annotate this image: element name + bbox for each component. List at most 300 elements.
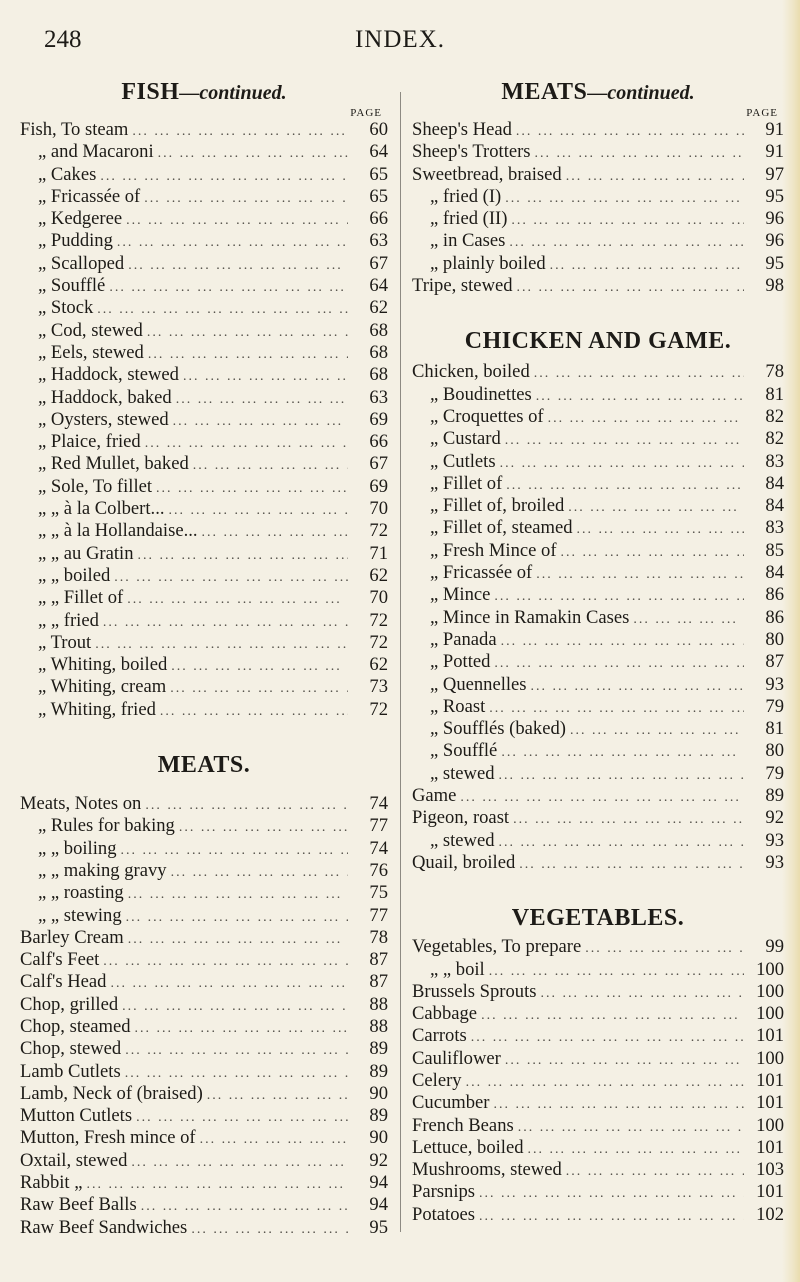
entry-page-number: 75 bbox=[369, 882, 388, 904]
fish-heading-text: FISH bbox=[121, 79, 180, 105]
entry-page-number: 95 bbox=[765, 252, 784, 274]
index-entry bbox=[20, 453, 388, 475]
entry-page-number: 100 bbox=[756, 980, 784, 1002]
dot-leaders bbox=[100, 166, 348, 188]
entry-label: Mutton, Fresh mince of bbox=[20, 1127, 196, 1149]
dot-leaders bbox=[103, 951, 348, 973]
dot-leaders bbox=[179, 817, 348, 839]
index-entry bbox=[20, 815, 388, 837]
index-entry bbox=[20, 654, 388, 676]
entry-page-number: 96 bbox=[765, 230, 784, 252]
dot-leaders bbox=[200, 1129, 348, 1151]
entry-page-number: 72 bbox=[369, 520, 388, 542]
dot-leaders bbox=[114, 567, 348, 589]
dot-leaders bbox=[176, 389, 348, 411]
entry-label: Chicken, boiled bbox=[412, 361, 530, 383]
index-entry bbox=[20, 1105, 388, 1127]
entry-label: „ Rules for baking bbox=[38, 815, 175, 837]
index-entry bbox=[20, 1127, 388, 1149]
entry-page-number: 80 bbox=[765, 628, 784, 650]
fish-entry-list bbox=[20, 119, 388, 721]
entry-page-number: 78 bbox=[765, 361, 784, 383]
dot-leaders bbox=[144, 188, 348, 210]
index-entry bbox=[412, 959, 784, 981]
index-entry bbox=[20, 905, 388, 927]
dot-leaders bbox=[499, 832, 744, 854]
dot-leaders bbox=[509, 232, 744, 254]
index-entry bbox=[20, 699, 388, 721]
entry-label: „ „ roasting bbox=[38, 882, 124, 904]
entry-page-number: 93 bbox=[765, 673, 784, 695]
entry-label: Lettuce, boiled bbox=[412, 1136, 524, 1158]
entry-page-number: 87 bbox=[369, 949, 388, 971]
dot-leaders bbox=[505, 188, 744, 210]
entry-label: „ Potted bbox=[430, 651, 491, 673]
entry-label: „ Cutlets bbox=[430, 450, 496, 472]
dot-leaders bbox=[132, 121, 348, 143]
entry-page-number: 79 bbox=[765, 762, 784, 784]
entry-page-number: 81 bbox=[765, 718, 784, 740]
entry-page-number: 60 bbox=[369, 119, 388, 140]
entry-label: Calf's Feet bbox=[20, 949, 100, 971]
entry-label: „ Haddock, baked bbox=[38, 386, 172, 408]
entry-page-number: 92 bbox=[369, 1149, 388, 1171]
entry-label: „ fried (II) bbox=[430, 208, 508, 230]
entry-label: „ Fresh Mince of bbox=[430, 539, 557, 561]
index-entry bbox=[20, 498, 388, 520]
index-entry bbox=[20, 632, 388, 654]
entry-label: „ Quennelles bbox=[430, 673, 527, 695]
index-entry bbox=[412, 517, 784, 539]
entry-label: Carrots bbox=[412, 1025, 467, 1047]
meats-section-heading: MEATS. bbox=[157, 752, 251, 779]
entry-page-number: 66 bbox=[369, 431, 388, 453]
dot-leaders bbox=[513, 809, 744, 831]
dot-leaders bbox=[126, 907, 348, 929]
dot-leaders bbox=[536, 564, 744, 586]
entry-page-number: 70 bbox=[369, 587, 388, 609]
page-column-label: PAGE bbox=[350, 107, 382, 119]
entry-label: „ fried (I) bbox=[430, 185, 502, 207]
running-title: INDEX. bbox=[354, 26, 445, 53]
entry-label: „ Oysters, stewed bbox=[38, 408, 169, 430]
dot-leaders bbox=[171, 862, 348, 884]
entry-page-number: 64 bbox=[369, 141, 388, 163]
dot-leaders bbox=[86, 1174, 348, 1196]
entry-page-number: 101 bbox=[756, 1136, 784, 1158]
index-entry bbox=[20, 543, 388, 565]
entry-page-number: 99 bbox=[765, 936, 784, 958]
entry-label: „ in Cases bbox=[430, 230, 506, 252]
dot-leaders bbox=[136, 1107, 348, 1129]
dot-leaders bbox=[548, 408, 744, 430]
entry-page-number: 90 bbox=[369, 1082, 388, 1104]
index-entry bbox=[20, 1150, 388, 1172]
dot-leaders bbox=[171, 656, 348, 678]
entry-label: Lamb, Neck of (braised) bbox=[20, 1082, 203, 1104]
dot-leaders bbox=[535, 143, 744, 165]
dot-leaders bbox=[138, 545, 348, 567]
dot-leaders bbox=[505, 430, 744, 452]
dot-leaders bbox=[517, 277, 744, 299]
entry-label: Raw Beef Balls bbox=[20, 1194, 137, 1216]
dot-leaders bbox=[566, 166, 744, 188]
index-entry bbox=[20, 838, 388, 860]
entry-page-number: 62 bbox=[369, 564, 388, 586]
entry-label: „ Croquettes of bbox=[430, 405, 544, 427]
index-entry bbox=[20, 297, 388, 319]
entry-page-number: 67 bbox=[369, 252, 388, 274]
dot-leaders bbox=[499, 765, 744, 787]
dot-leaders bbox=[518, 1117, 744, 1139]
entry-label: „ Boudinettes bbox=[430, 383, 532, 405]
dot-leaders bbox=[207, 1085, 348, 1107]
entry-page-number: 79 bbox=[765, 695, 784, 717]
index-entry bbox=[412, 1115, 784, 1137]
dot-leaders bbox=[125, 1040, 348, 1062]
entry-page-number: 80 bbox=[765, 740, 784, 762]
dot-leaders bbox=[566, 1161, 744, 1183]
index-entry bbox=[20, 949, 388, 971]
entry-page-number: 101 bbox=[756, 1181, 784, 1203]
entry-page-number: 100 bbox=[756, 1114, 784, 1136]
entry-label: Rabbit „ bbox=[20, 1172, 83, 1194]
entry-label: „ Whiting, boiled bbox=[38, 654, 168, 676]
entry-label: „ and Macaroni bbox=[38, 141, 154, 163]
index-entry bbox=[20, 971, 388, 993]
dot-leaders bbox=[489, 698, 744, 720]
entry-page-number: 73 bbox=[369, 676, 388, 698]
dot-leaders bbox=[568, 497, 744, 519]
index-entry bbox=[412, 981, 784, 1003]
dot-leaders bbox=[122, 996, 348, 1018]
entry-page-number: 91 bbox=[765, 141, 784, 163]
entry-label: „ „ fried bbox=[38, 609, 99, 631]
dot-leaders bbox=[541, 983, 745, 1005]
index-entry bbox=[20, 141, 388, 163]
dot-leaders bbox=[501, 742, 744, 764]
entry-page-number: 82 bbox=[765, 428, 784, 450]
entry-label: „ Mince bbox=[430, 584, 491, 606]
entry-page-number: 74 bbox=[369, 837, 388, 859]
entry-page-number: 93 bbox=[765, 851, 784, 873]
dot-leaders bbox=[117, 232, 348, 254]
entry-label: „ Red Mullet, baked bbox=[38, 453, 189, 475]
index-entry bbox=[412, 651, 784, 673]
entry-label: „ Soufflés (baked) bbox=[430, 718, 566, 740]
index-entry bbox=[412, 1003, 784, 1025]
dot-leaders bbox=[125, 1063, 348, 1085]
entry-label: Chop, grilled bbox=[20, 993, 119, 1015]
entry-page-number: 63 bbox=[369, 230, 388, 252]
dot-leaders bbox=[460, 787, 744, 809]
dot-leaders bbox=[479, 1183, 744, 1205]
entry-label: „ Pudding bbox=[38, 230, 113, 252]
entry-label: „ Cakes bbox=[38, 163, 97, 185]
index-entry bbox=[20, 364, 388, 386]
entry-label: Sheep's Trotters bbox=[412, 141, 531, 163]
vegetables-section-heading: VEGETABLES. bbox=[511, 905, 685, 932]
index-entry bbox=[20, 587, 388, 609]
entry-label: „ „ stewing bbox=[38, 904, 122, 926]
page-header bbox=[0, 26, 800, 56]
entry-label: Raw Beef Sandwiches bbox=[20, 1216, 188, 1238]
entry-label: „ Whiting, fried bbox=[38, 698, 156, 720]
index-entry bbox=[412, 164, 784, 186]
meats-cont-entry-list bbox=[412, 119, 784, 297]
dot-leaders bbox=[202, 522, 348, 544]
entry-label: Meats, Notes on bbox=[20, 793, 142, 815]
index-entry bbox=[412, 384, 784, 406]
index-entry bbox=[412, 186, 784, 208]
index-entry bbox=[412, 629, 784, 651]
entry-label: Cucumber bbox=[412, 1092, 490, 1114]
entry-page-number: 68 bbox=[369, 364, 388, 386]
dot-leaders bbox=[501, 631, 744, 653]
dot-leaders bbox=[536, 386, 744, 408]
entry-page-number: 87 bbox=[765, 651, 784, 673]
dot-leaders bbox=[511, 210, 744, 232]
entry-page-number: 63 bbox=[369, 386, 388, 408]
index-entry bbox=[412, 361, 784, 383]
index-entry bbox=[20, 119, 388, 141]
entry-page-number: 101 bbox=[756, 1025, 784, 1047]
index-entry bbox=[412, 607, 784, 629]
entry-page-number: 89 bbox=[369, 1105, 388, 1127]
entry-label: „ stewed bbox=[430, 762, 495, 784]
entry-page-number: 83 bbox=[765, 450, 784, 472]
entry-label: „ „ making gravy bbox=[38, 859, 167, 881]
entry-label: „ Soufflé bbox=[38, 275, 106, 297]
entry-page-number: 81 bbox=[765, 383, 784, 405]
dot-leaders bbox=[169, 500, 349, 522]
index-entry bbox=[412, 406, 784, 428]
dot-leaders bbox=[128, 884, 348, 906]
entry-label: Fish, To steam bbox=[20, 119, 129, 140]
entry-label: Sweetbread, braised bbox=[412, 163, 562, 185]
page-column-label: PAGE bbox=[746, 107, 778, 119]
entry-page-number: 89 bbox=[765, 785, 784, 807]
index-entry bbox=[20, 882, 388, 904]
index-entry bbox=[412, 119, 784, 141]
entry-label: Pigeon, roast bbox=[412, 807, 510, 829]
dot-leaders bbox=[158, 143, 348, 165]
entry-label: „ Soufflé bbox=[430, 740, 498, 762]
entry-page-number: 70 bbox=[369, 498, 388, 520]
dot-leaders bbox=[500, 453, 744, 475]
index-entry bbox=[20, 1061, 388, 1083]
entry-page-number: 100 bbox=[756, 1047, 784, 1069]
dot-leaders bbox=[633, 609, 744, 631]
dot-leaders bbox=[156, 478, 348, 500]
dot-leaders bbox=[95, 634, 348, 656]
fish-section-heading bbox=[20, 78, 388, 107]
entry-label: „ Fillet of bbox=[430, 472, 503, 494]
index-entry bbox=[412, 1181, 784, 1203]
entry-label: „ Mince in Ramakin Cases bbox=[430, 606, 630, 628]
entry-page-number: 82 bbox=[765, 405, 784, 427]
entry-label: Sheep's Head bbox=[412, 119, 512, 140]
dot-leaders bbox=[103, 612, 348, 634]
chicken-entry-list bbox=[412, 361, 784, 874]
index-entry bbox=[20, 230, 388, 252]
dot-leaders bbox=[191, 1219, 348, 1241]
dot-leaders bbox=[519, 854, 744, 876]
entry-label: „ Trout bbox=[38, 631, 92, 653]
meats-cont-heading-text: MEATS bbox=[501, 79, 588, 105]
dot-leaders bbox=[110, 973, 348, 995]
index-entry bbox=[412, 696, 784, 718]
index-entry bbox=[412, 740, 784, 762]
entry-page-number: 92 bbox=[765, 807, 784, 829]
index-entry bbox=[412, 1025, 784, 1047]
entry-page-number: 77 bbox=[369, 815, 388, 837]
entry-label: Cabbage bbox=[412, 1003, 478, 1025]
index-entry bbox=[412, 451, 784, 473]
dot-leaders bbox=[145, 433, 348, 455]
dot-leaders bbox=[173, 411, 348, 433]
dot-leaders bbox=[479, 1206, 744, 1228]
entry-label: „ Fricassée of bbox=[430, 562, 533, 584]
entry-label: Tripe, stewed bbox=[412, 275, 513, 297]
dot-leaders bbox=[577, 519, 744, 541]
dot-leaders bbox=[128, 255, 348, 277]
entry-page-number: 72 bbox=[369, 609, 388, 631]
index-entry bbox=[20, 342, 388, 364]
entry-page-number: 86 bbox=[765, 606, 784, 628]
index-entry bbox=[412, 807, 784, 829]
entry-page-number: 83 bbox=[765, 517, 784, 539]
index-entry bbox=[412, 275, 784, 297]
entry-page-number: 102 bbox=[756, 1203, 784, 1225]
entry-page-number: 72 bbox=[369, 631, 388, 653]
dot-leaders bbox=[489, 961, 744, 983]
entry-label: „ „ boil bbox=[430, 958, 485, 980]
entry-page-number: 86 bbox=[765, 584, 784, 606]
dot-leaders bbox=[493, 1094, 744, 1116]
entry-label: „ Fricassée of bbox=[38, 185, 141, 207]
entry-label: French Beans bbox=[412, 1114, 514, 1136]
dot-leaders bbox=[128, 929, 348, 951]
entry-page-number: 84 bbox=[765, 495, 784, 517]
entry-label: Chop, stewed bbox=[20, 1038, 122, 1060]
entry-label: „ plainly boiled bbox=[430, 252, 546, 274]
entry-page-number: 98 bbox=[765, 275, 784, 297]
index-entry bbox=[20, 387, 388, 409]
entry-page-number: 72 bbox=[369, 698, 388, 720]
entry-label: Chop, steamed bbox=[20, 1015, 131, 1037]
vegetables-entry-list bbox=[412, 936, 784, 1226]
dot-leaders bbox=[147, 322, 348, 344]
entry-page-number: 77 bbox=[369, 904, 388, 926]
index-entry bbox=[20, 320, 388, 342]
dot-leaders bbox=[135, 1018, 348, 1040]
index-entry bbox=[20, 565, 388, 587]
index-entry bbox=[20, 676, 388, 698]
meats-continued-heading bbox=[412, 78, 784, 107]
index-entry bbox=[20, 610, 388, 632]
dot-leaders bbox=[534, 363, 744, 385]
dot-leaders bbox=[528, 1139, 744, 1161]
index-entry bbox=[20, 275, 388, 297]
entry-label: Cauliflower bbox=[412, 1047, 501, 1069]
entry-label: Mutton Cutlets bbox=[20, 1105, 133, 1127]
index-entry bbox=[20, 476, 388, 498]
dot-leaders bbox=[148, 344, 348, 366]
entry-page-number: 93 bbox=[765, 829, 784, 851]
index-entry bbox=[412, 718, 784, 740]
index-entry bbox=[412, 830, 784, 852]
entry-label: Brussels Sprouts bbox=[412, 980, 537, 1002]
entry-page-number: 66 bbox=[369, 208, 388, 230]
index-entry bbox=[412, 785, 784, 807]
entry-page-number: 94 bbox=[369, 1194, 388, 1216]
entry-label: „ Fillet of, steamed bbox=[430, 517, 573, 539]
entry-label: Calf's Head bbox=[20, 971, 107, 993]
dot-leaders bbox=[141, 1196, 348, 1218]
meats-cont-heading-suffix: —continued. bbox=[587, 82, 695, 104]
entry-label: „ Kedgeree bbox=[38, 208, 123, 230]
entry-page-number: 100 bbox=[756, 1003, 784, 1025]
entry-label: Mushrooms, stewed bbox=[412, 1159, 562, 1181]
entry-label: „ Custard bbox=[430, 428, 501, 450]
page-number: 248 bbox=[44, 26, 82, 53]
entry-page-number: 69 bbox=[369, 408, 388, 430]
entry-page-number: 65 bbox=[369, 163, 388, 185]
entry-page-number: 62 bbox=[369, 654, 388, 676]
index-entry bbox=[20, 520, 388, 542]
entry-label: „ Sole, To fillet bbox=[38, 475, 153, 497]
meats-entry-list bbox=[20, 793, 388, 1239]
index-entry bbox=[412, 674, 784, 696]
entry-label: Parsnips bbox=[412, 1181, 476, 1203]
entry-page-number: 87 bbox=[369, 971, 388, 993]
dot-leaders bbox=[127, 589, 348, 611]
entry-label: „ Stock bbox=[38, 297, 94, 319]
entry-label: „ „ Fillet of bbox=[38, 587, 124, 609]
entry-page-number: 101 bbox=[756, 1069, 784, 1091]
left-column bbox=[20, 78, 388, 1239]
dot-leaders bbox=[97, 299, 348, 321]
dot-leaders bbox=[570, 720, 744, 742]
entry-label: „ Haddock, stewed bbox=[38, 364, 179, 386]
entry-page-number: 68 bbox=[369, 341, 388, 363]
index-entry bbox=[20, 1194, 388, 1216]
entry-label: „ „ boiling bbox=[38, 837, 117, 859]
index-entry bbox=[20, 927, 388, 949]
index-entry bbox=[412, 562, 784, 584]
entry-page-number: 74 bbox=[369, 793, 388, 815]
entry-page-number: 101 bbox=[756, 1092, 784, 1114]
index-entry bbox=[412, 584, 784, 606]
dot-leaders bbox=[126, 210, 348, 232]
entry-page-number: 95 bbox=[369, 1216, 388, 1238]
entry-label: „ „ à la Colbert... bbox=[38, 498, 165, 520]
dot-leaders bbox=[550, 255, 744, 277]
index-entry bbox=[20, 1038, 388, 1060]
entry-page-number: 68 bbox=[369, 319, 388, 341]
dot-leaders bbox=[170, 678, 348, 700]
entry-label: Game bbox=[412, 785, 457, 807]
entry-label: Vegetables, To prepare bbox=[412, 936, 582, 958]
entry-page-number: 94 bbox=[369, 1172, 388, 1194]
dot-leaders bbox=[466, 1072, 744, 1094]
entry-label: „ Panada bbox=[430, 628, 497, 650]
dot-leaders bbox=[471, 1027, 744, 1049]
entry-page-number: 91 bbox=[765, 119, 784, 140]
index-entry bbox=[412, 540, 784, 562]
entry-page-number: 88 bbox=[369, 993, 388, 1015]
